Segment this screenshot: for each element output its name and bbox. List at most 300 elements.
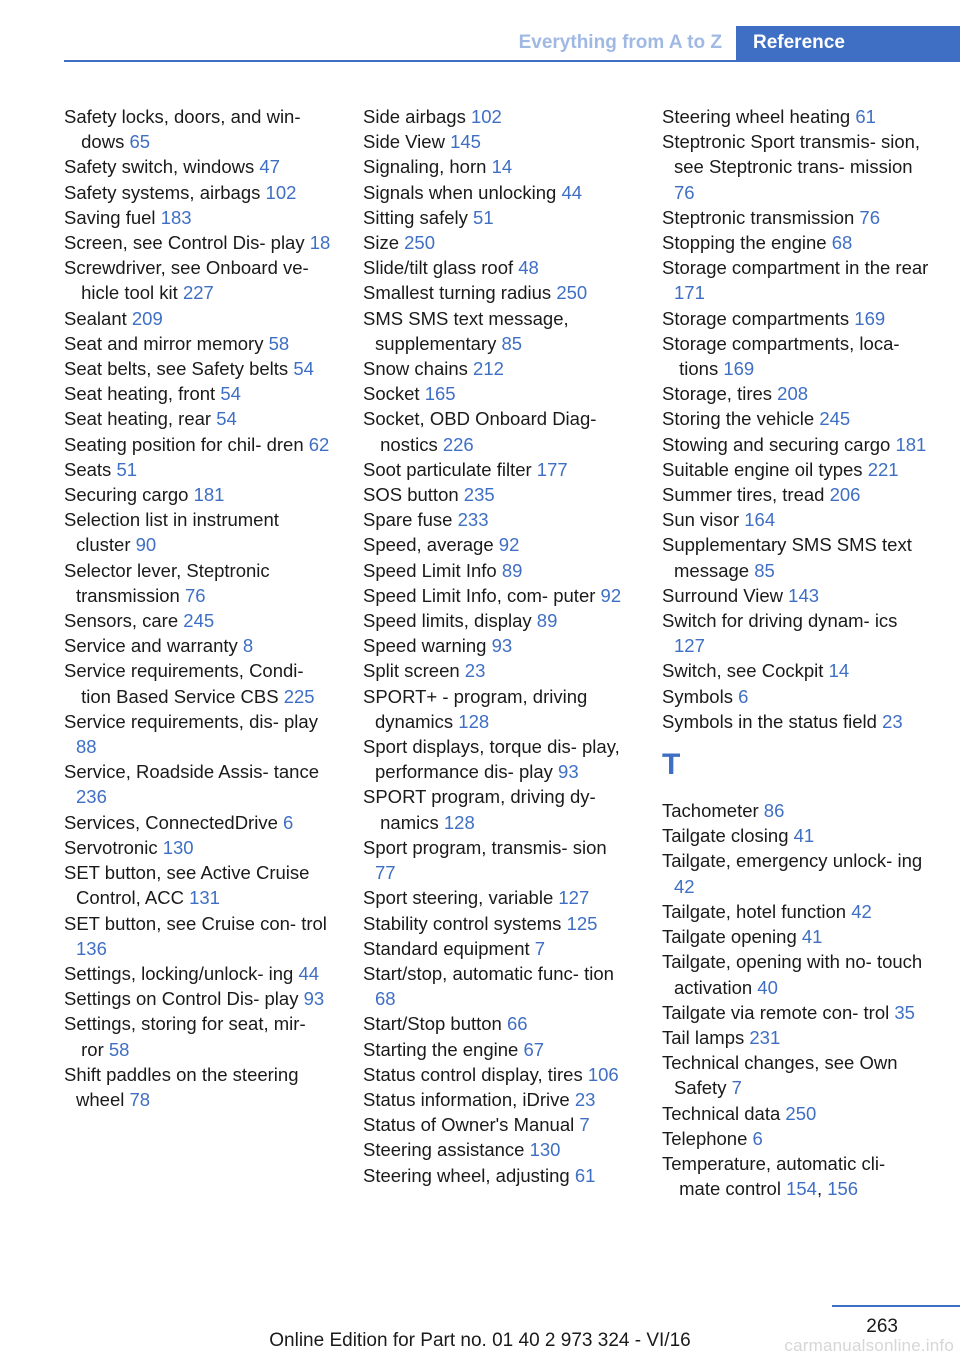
index-entry (662, 507, 930, 532)
section-letter-heading: T (662, 748, 681, 782)
page-reference-link[interactable]: 47 (259, 156, 280, 178)
index-entry (363, 306, 631, 356)
index-entry-term: Switch, see Cockpit (662, 660, 829, 682)
index-entry (662, 129, 930, 205)
page-reference-link[interactable]: 14 (491, 156, 513, 178)
page-reference-link[interactable]: 86 (763, 800, 785, 822)
index-entry-term: Speed Limit Info, com- puter (363, 584, 601, 606)
index-entry (64, 1062, 332, 1112)
index-entry-term: Seat belts, see Safety belts (64, 358, 294, 380)
index-entry (363, 633, 631, 658)
index-entry-term: Supplementary SMS SMS text message (662, 534, 912, 581)
page-reference-link[interactable]: 68 (375, 988, 396, 1010)
index-entry (363, 835, 631, 885)
index-entry-term: SMS SMS text message, supplementary (363, 307, 569, 354)
index-entry (662, 798, 930, 823)
index-entry-term: Speed Limit Info (363, 559, 502, 581)
index-entry-term: Start/Stop button (363, 1013, 507, 1035)
page-number: 263 (866, 1316, 898, 1337)
index-entry (64, 709, 332, 759)
page-reference-link[interactable]: 206 (829, 484, 861, 506)
index-entry (662, 899, 930, 924)
page-reference-link[interactable]: 65 (129, 131, 151, 153)
index-entry (363, 1137, 631, 1162)
page-reference-link[interactable]: 136 (76, 937, 107, 959)
index-entry (64, 331, 332, 356)
index-entry (662, 1126, 930, 1151)
index-entry-term: Sport program, transmis- sion (363, 836, 607, 858)
index-entry (363, 255, 631, 280)
page-reference-link[interactable]: 181 (193, 484, 225, 506)
index-entry (662, 658, 930, 683)
index-entry (363, 1087, 631, 1112)
index-entry-term: Sensors, care (64, 610, 184, 632)
index-entry-term: SET button, see Cruise con- trol (64, 912, 327, 934)
index-entry (64, 633, 332, 658)
page-reference-link[interactable]: 23 (464, 660, 486, 682)
index-entry-term: Settings on Control Dis- play (64, 988, 304, 1010)
index-entry (64, 406, 332, 431)
page-reference-link[interactable]: 41 (793, 825, 815, 847)
index-entry-term: Safety switch, windows (64, 156, 260, 178)
page-reference-link[interactable]: 102 (265, 181, 297, 203)
page-reference-link[interactable]: 236 (76, 786, 107, 808)
page-reference-link[interactable]: 128 (458, 710, 490, 732)
header-section-title: Everything from A to Z (518, 32, 722, 53)
index-entry-term: Selector lever, Steptronic transmission (64, 559, 270, 606)
index-entry-term: Sport steering, variable (363, 887, 559, 909)
page-reference-link[interactable]: 42 (674, 875, 695, 897)
index-entry (363, 658, 631, 683)
page-reference-link[interactable]: 44 (561, 181, 583, 203)
page-reference-link[interactable]: 106 (587, 1063, 619, 1085)
index-entry-term: Screwdriver, see Onboard ve- hicle tool kit (64, 257, 309, 304)
index-entry-term: Sport displays, torque dis- play, performance dis- play (363, 736, 620, 783)
footer-rule (832, 1305, 960, 1307)
page-reference-link[interactable]: 54 (220, 383, 241, 405)
index-entry (363, 1163, 631, 1188)
index-entry (662, 583, 930, 608)
page-reference-link[interactable]: 231 (749, 1026, 781, 1048)
index-entry-term: Symbols in the status field (662, 710, 883, 732)
index-entry (64, 180, 332, 205)
page-reference-link[interactable]: 128 (443, 811, 475, 833)
page-reference-link[interactable]: 8 (242, 635, 254, 657)
index-entry-term: Storage compartment in the rear (662, 257, 929, 279)
index-entry-term: Safety systems, airbags (64, 181, 266, 203)
index-entry-term: Seat and mirror memory (64, 332, 269, 354)
page-reference-link[interactable]: 90 (135, 534, 157, 556)
page-reference-link[interactable]: 54 (293, 358, 314, 380)
page-reference-link[interactable]: 54 (216, 408, 237, 430)
page-reference-link[interactable]: 6 (283, 811, 294, 833)
index-entry (363, 885, 631, 910)
page-reference-link[interactable]: 208 (777, 383, 809, 405)
index-entry-term: Tailgate, opening with no- touch activation (662, 951, 923, 998)
index-entry-term: Stability control systems (363, 912, 567, 934)
index-entry-term: Status of Owner's Manual (363, 1114, 580, 1136)
index-entry-term: Servotronic (64, 836, 163, 858)
page-reference-link[interactable]: 154 (786, 1178, 817, 1200)
index-entry-term: Speed limits, display (363, 610, 537, 632)
index-entry (662, 104, 930, 129)
index-entry-term: Technical changes, see Own Safety (662, 1052, 898, 1099)
index-column-3 (662, 104, 930, 1201)
index-entry-term: Standard equipment (363, 937, 535, 959)
index-entry-term: Spare fuse (363, 509, 458, 531)
page-reference-link[interactable]: 130 (162, 836, 194, 858)
index-entry-term: Seat heating, rear (64, 408, 217, 430)
index-entry-term: Smallest turning radius (363, 282, 557, 304)
page-reference-link[interactable]: 225 (283, 685, 315, 707)
index-entry (64, 986, 332, 1011)
page-reference-link[interactable]: 127 (558, 887, 590, 909)
index-entry-term: Selection list in instrument cluster (64, 509, 279, 556)
index-entry (363, 205, 631, 230)
index-entry (64, 558, 332, 608)
index-entry-term: Stopping the engine (662, 232, 832, 254)
index-entry-term: Socket, OBD Onboard Diag- nostics (363, 408, 597, 455)
index-entry-term: Seats (64, 458, 117, 480)
index-entry-term: Switch for driving dynam- ics (662, 610, 898, 632)
index-entry (64, 507, 332, 557)
index-entry (662, 949, 930, 999)
page-reference-link[interactable]: 6 (752, 1127, 763, 1149)
index-entry (662, 848, 930, 898)
index-entry-term: Service, Roadside Assis- tance (64, 761, 320, 783)
page-reference-link[interactable]: 93 (491, 635, 513, 657)
index-entry (662, 1050, 930, 1100)
index-entry (64, 658, 332, 708)
page-reference-link[interactable]: 89 (536, 610, 558, 632)
index-entry (64, 154, 332, 179)
index-entry (64, 482, 332, 507)
index-entry-term: Saving fuel (64, 206, 161, 228)
index-entry-term: Telephone (662, 1127, 753, 1149)
index-entry-term: Settings, storing for seat, mir- ror (64, 1013, 306, 1060)
page-reference-link[interactable]: 68 (831, 232, 853, 254)
index-entry (363, 1062, 631, 1087)
index-entry-term: Tailgate, emergency unlock- ing (662, 850, 923, 872)
index-entry (64, 230, 332, 255)
index-entry-term: Seating position for chil- dren (64, 433, 309, 455)
index-entry (64, 608, 332, 633)
index-entry (662, 482, 930, 507)
page-reference-link[interactable]: 41 (801, 926, 823, 948)
index-entry (662, 255, 930, 305)
index-entry (363, 356, 631, 381)
page-reference-link[interactable]: 6 (738, 685, 749, 707)
index-entry (662, 1101, 930, 1126)
page-reference-link[interactable]: 85 (501, 332, 523, 354)
index-entry (363, 784, 631, 834)
page-reference-link[interactable]: 250 (556, 282, 588, 304)
index-entry (363, 180, 631, 205)
index-entry (662, 432, 930, 457)
page-reference-link[interactable]: 221 (867, 458, 899, 480)
page-reference-link[interactable]: 131 (189, 887, 220, 909)
index-entry (64, 835, 332, 860)
index-entry (363, 482, 631, 507)
index-entry (64, 810, 332, 835)
index-entry (363, 280, 631, 305)
index-entry-term: SPORT+ - program, driving dynamics (363, 685, 588, 732)
index-entry (363, 961, 631, 1011)
header-rule (64, 60, 960, 62)
index-entry-term: Size (363, 232, 405, 254)
index-entry-term: Service requirements, Condi- tion Based Service CBS (64, 660, 304, 707)
page-reference-link[interactable]: 51 (473, 206, 494, 228)
index-entry-term: Tail lamps (662, 1026, 750, 1048)
index-entry-term: Steptronic Sport transmis- sion, see Steptronic trans- mission (662, 131, 921, 178)
index-entry-term: Tailgate via remote con- trol (662, 1001, 895, 1023)
page-reference-link[interactable]: 67 (523, 1038, 545, 1060)
index-entry-term: Steering wheel heating (662, 106, 856, 127)
page-reference-link[interactable]: 235 (463, 484, 495, 506)
page-reference-link[interactable]: 245 (183, 610, 215, 632)
index-entry-term: Storage, tires (662, 383, 778, 405)
index-entry-term: Status information, iDrive (363, 1088, 575, 1110)
index-entry-term: Sitting safely (363, 206, 474, 228)
index-entry-term: Side View (363, 131, 451, 153)
page-reference-link[interactable]: 227 (182, 282, 214, 304)
index-entry-term: Start/stop, automatic func- tion (363, 962, 614, 984)
index-entry (363, 608, 631, 633)
index-entry-term: SET button, see Active Cruise Control, ACC (64, 862, 310, 909)
page-reference-link[interactable]: 245 (819, 408, 851, 430)
index-entry-term: Sun visor (662, 509, 745, 531)
index-entry (363, 507, 631, 532)
index-entry (662, 457, 930, 482)
index-entry-term: Service and warranty (64, 635, 243, 657)
page-reference-link[interactable]: 209 (131, 307, 163, 329)
page-reference-link[interactable]: 58 (268, 332, 290, 354)
index-entry-term: Tailgate opening (662, 926, 802, 948)
index-column-2 (363, 104, 631, 1188)
page-reference-link[interactable]: 125 (566, 912, 598, 934)
watermark-text: carmanualsonline.info (784, 1336, 954, 1355)
index-entry (363, 129, 631, 154)
index-entry (662, 381, 930, 406)
index-entry-term: Safety locks, doors, and win- dows (64, 106, 301, 153)
index-entry-term: Status control display, tires (363, 1063, 588, 1085)
index-entry (662, 608, 930, 658)
index-entry-term: Socket (363, 383, 425, 405)
page-reference-link[interactable]: 14 (828, 660, 850, 682)
index-entry (662, 1151, 930, 1201)
index-entry-term: Sealant (64, 307, 132, 329)
index-entry (363, 230, 631, 255)
index-entry (662, 532, 930, 582)
index-entry (662, 823, 930, 848)
index-entry (363, 684, 631, 734)
index-entry-term: Steering assistance (363, 1139, 530, 1161)
page-reference-link[interactable]: 130 (529, 1139, 561, 1161)
page-reference-link[interactable]: 169 (723, 358, 755, 380)
page-reference-link[interactable]: 164 (744, 509, 776, 531)
index-entry (363, 532, 631, 557)
index-entry-term: Starting the engine (363, 1038, 524, 1060)
index-entry-term: Tailgate, hotel function (662, 900, 852, 922)
page-reference-link[interactable]: 212 (473, 358, 504, 380)
page-reference-link[interactable]: 250 (404, 232, 436, 254)
page-reference-link[interactable]: 78 (129, 1088, 151, 1110)
page-reference-link[interactable]: 42 (851, 900, 872, 922)
index-entry (363, 1112, 631, 1137)
page-reference-link[interactable]: 61 (855, 106, 876, 127)
page-reference-link[interactable]: 40 (757, 976, 778, 998)
footer-edition-text: Online Edition for Part no. 01 40 2 973 324 - VI/16 (269, 1330, 691, 1351)
page-reference-link[interactable]: 143 (788, 584, 820, 606)
page-reference-link[interactable]: 76 (674, 181, 695, 203)
index-entry (363, 558, 631, 583)
index-entry-term: Snow chains (363, 358, 474, 380)
page-reference-link[interactable]: 77 (375, 862, 396, 884)
index-entry-term: Securing cargo (64, 484, 194, 506)
index-entry (64, 205, 332, 230)
index-entry (662, 709, 930, 734)
index-entry-term: Speed, average (363, 534, 499, 556)
page-reference-link[interactable]: 250 (785, 1102, 817, 1124)
page-separator: , (816, 1178, 828, 1200)
index-entry (64, 381, 332, 406)
index-entry-term: Steering wheel, adjusting (363, 1164, 575, 1186)
index-entry (64, 356, 332, 381)
index-entry (363, 911, 631, 936)
page-reference-link[interactable]: 165 (424, 383, 456, 405)
index-entry-term: Seat heating, front (64, 383, 221, 405)
index-entry-term: Temperature, automatic cli- mate control (662, 1152, 886, 1200)
index-entry (662, 306, 930, 331)
index-entry (64, 306, 332, 331)
header-reference-tab: Reference (736, 26, 960, 61)
index-entry (64, 432, 332, 457)
page-reference-link[interactable]: 62 (308, 433, 330, 455)
index-entry-term: Symbols (662, 685, 739, 707)
index-entry (64, 860, 332, 910)
index-entry-term: Services, ConnectedDrive (64, 811, 284, 833)
page-reference-link[interactable]: 44 (298, 962, 320, 984)
index-entry (363, 734, 631, 784)
index-entry-term: Technical data (662, 1102, 786, 1124)
index-entry (662, 205, 930, 230)
index-entry-term: Surround View (662, 584, 789, 606)
index-entry-term: Storage compartments (662, 307, 855, 329)
page-reference-link[interactable]: 58 (108, 1038, 130, 1060)
page-reference-link[interactable]: 169 (854, 307, 886, 329)
index-entry (662, 924, 930, 949)
index-entry-term: Steptronic transmission (662, 206, 860, 228)
page-reference-link[interactable]: 51 (116, 458, 138, 480)
index-entry (363, 583, 631, 608)
index-entry-term: Screen, see Control Dis- play (64, 232, 310, 254)
index-entry-term: Suitable engine oil types (662, 458, 868, 480)
index-column-1 (64, 104, 332, 1112)
page-reference-link[interactable]: 156 (827, 1178, 859, 1200)
page-reference-link[interactable]: 93 (303, 988, 325, 1010)
index-entry (64, 759, 332, 809)
page-reference-link[interactable]: 7 (579, 1114, 590, 1136)
index-entry (363, 381, 631, 406)
page-reference-link[interactable]: 7 (534, 937, 546, 959)
page-reference-link[interactable]: 92 (498, 534, 520, 556)
page-reference-link[interactable]: 181 (895, 433, 927, 455)
index-entry (662, 1000, 930, 1025)
index-entry-term: Signaling, horn (363, 156, 492, 178)
page-reference-link[interactable]: 145 (450, 131, 481, 153)
index-entry-term: Settings, locking/unlock- ing (64, 962, 299, 984)
index-entry-term: Split screen (363, 660, 465, 682)
page-reference-link[interactable]: 183 (160, 206, 192, 228)
index-entry (662, 1025, 930, 1050)
page-reference-link[interactable]: 88 (76, 736, 97, 758)
page-reference-link[interactable]: 93 (558, 761, 579, 783)
index-entry (64, 1011, 332, 1061)
index-entry (363, 1037, 631, 1062)
index-entry (662, 230, 930, 255)
page-reference-link[interactable]: 48 (518, 257, 539, 279)
index-entry-term: Speed warning (363, 635, 492, 657)
page-reference-link[interactable]: 177 (536, 458, 568, 480)
page-reference-link[interactable]: 226 (442, 433, 474, 455)
page-reference-link[interactable]: 233 (457, 509, 489, 531)
index-entry-term: Tachometer (662, 800, 764, 822)
index-entry-term: Side airbags (363, 106, 471, 127)
page-reference-link[interactable]: 89 (501, 559, 523, 581)
index-entry-term: Slide/tilt glass roof (363, 257, 519, 279)
page-reference-link[interactable]: 7 (731, 1077, 742, 1099)
page-reference-link[interactable]: 23 (882, 710, 903, 732)
page-reference-link[interactable]: 66 (506, 1013, 528, 1035)
index-entry-term: Signals when unlocking (363, 181, 562, 203)
index-entry (363, 406, 631, 456)
index-entry (64, 104, 332, 154)
index-entry-term: Soot particulate filter (363, 458, 537, 480)
index-entry (662, 331, 930, 381)
index-entry-term: Summer tires, tread (662, 484, 830, 506)
page-reference-link[interactable]: 92 (600, 584, 622, 606)
index-entry-term: Tailgate closing (662, 825, 794, 847)
index-entry (363, 104, 631, 129)
index-entry-term: Storage compartments, loca- tions (662, 332, 900, 380)
index-entry (363, 154, 631, 179)
page-reference-link[interactable]: 18 (309, 232, 331, 254)
index-entry (64, 961, 332, 986)
page-reference-link[interactable]: 85 (754, 559, 775, 581)
index-entry-term: Storing the vehicle (662, 408, 820, 430)
index-entry (363, 1011, 631, 1036)
index-entry (363, 936, 631, 961)
page-reference-link[interactable]: 127 (674, 635, 705, 657)
index-entry-term: SPORT program, driving dy- namics (363, 786, 596, 833)
index-entry (64, 457, 332, 482)
page-reference-link[interactable]: 61 (574, 1164, 596, 1186)
page-reference-link[interactable]: 76 (859, 206, 880, 228)
page-reference-link[interactable]: 35 (894, 1001, 915, 1023)
page-reference-link[interactable]: 76 (184, 584, 206, 606)
index-entry (662, 406, 930, 431)
index-entry (64, 255, 332, 305)
index-entry-term: Service requirements, dis- play (64, 710, 318, 732)
index-entry-term: SOS button (363, 484, 464, 506)
page-reference-link[interactable]: 102 (470, 106, 502, 127)
index-entry (64, 911, 332, 961)
index-entry-term: Stowing and securing cargo (662, 433, 896, 455)
page-reference-link[interactable]: 171 (674, 282, 705, 304)
index-entry (662, 684, 930, 709)
page-reference-link[interactable]: 23 (574, 1088, 596, 1110)
index-entry (363, 457, 631, 482)
